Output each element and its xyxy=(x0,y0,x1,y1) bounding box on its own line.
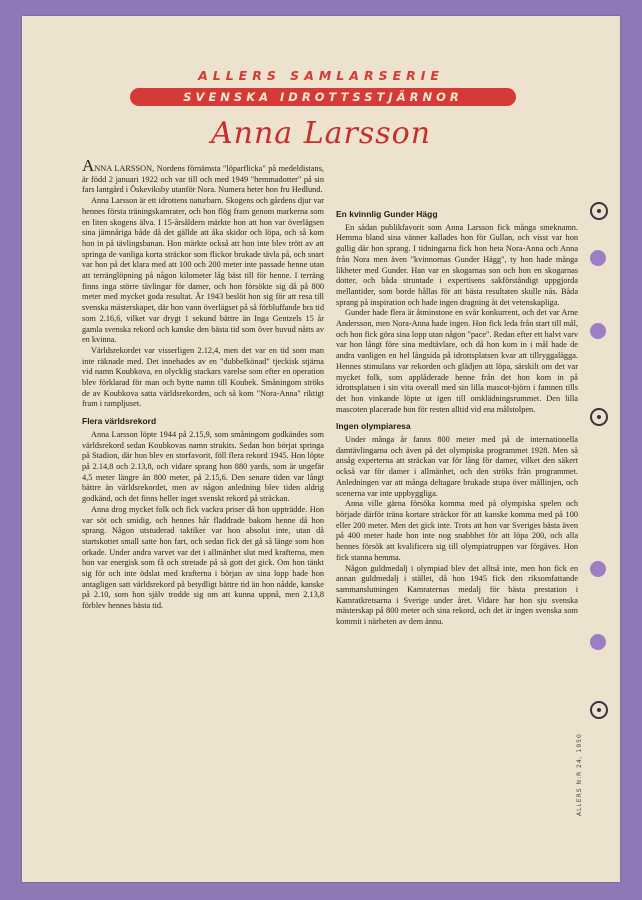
punch-hole-icon xyxy=(590,561,606,577)
section-heading: En kvinnlig Gunder Hägg xyxy=(336,209,438,219)
punch-hole-icon xyxy=(590,323,606,339)
binder-ring-icon xyxy=(590,701,608,719)
paragraph: Anna Larsson löpte 1944 på 2.15,9, som småningom godkändes som världsrekord sedan Koubkovas namn strukits. Sedan hon börjat springa på Stadion, där hon blev en storfavorit, föll flera rekord 1945. Hon löpte på 2.14,8 och 2.13,8, och vidare sprang hon 880 yards, som är ungefär 4,5 meter längre än 800 meter, på 2.15,6. Den senare tiden var långt bättre än världsrekordet, men av någon anledning blev tiden aldrig godkänd, och det finns heller inget svenskt rekord på sträckan. xyxy=(82,429,324,504)
punch-hole-icon xyxy=(590,250,606,266)
magazine-page xyxy=(22,16,620,882)
punch-hole-icon xyxy=(590,634,606,650)
section-heading: Ingen olympiaresa xyxy=(336,421,411,432)
paragraph: Anna drog mycket folk och fick vackra priser då hon uppträdde. Hon var söt och smidig, och hennes hår fladdrade bakom henne då hon sprang. Någon utstuderad taktiker var hon absolut inte, utan då startskottet small satte hon fart, och sedan fick det gå så länge som hon orkade. Under andra varvet var det i allmänhet slut med krafterna, men hon var energisk som få och stretade på så gott det gick. Om hon tänkt sig för och inte ödslat med krafterna i början av sina lopp hade hon antagligen satt världsrekord på betydligt bättre tid än hon nådde, kanske på 2.10, som hon själv trodde sig om att kunna uppnå, men 2.13,8 förblev hennes bästa tid. xyxy=(82,504,324,611)
paragraph: Gunder hade flera är åtminstone en svår konkurrent, och det var Arne Andersson, men Nora-Anna hade ingen. Hon fick leda från start till mål, och hon fick göra sina lopp utan någon "pace". Redan efter ett halvt varv var hon långt före sina medtävlare, och då hon kom in i mål hade de andra vanligen en hel långsida på idrottsplatsen kvar att tillryggalägga. Hennes stimulans var rekorden och glädjen att löpa, särskilt om det var mycket folk, som applåderade henne från det hon kom in på idrottsplatsen i sin vita overall med sin lilla mascot-björn i famnen tills det hon vinkande löpte ut igen till omklädningsrummet. Den lilla mascoten placerade hon för resten alltid vid ena målstolpen. xyxy=(336,308,578,414)
binder-ring-icon xyxy=(590,408,608,426)
series-banner: SVENSKA IDROTTSSTJÄRNOR xyxy=(130,88,516,106)
issue-label: ALLERS N:R 24, 1950 xyxy=(576,733,583,816)
paragraph: En sådan publikfavorit som Anna Larsson fick många smeknamn. Hemma bland sina vänner kallades hon för Gullan, och visst var hon gullig där hon sprang. I tidningarna fick hon heta Nora-Anna och Anna från Nora men även "kvinnornas Gunder Hägg", ty hon hade många likheter med Gunder. Han var en skogarnas son och hon en skogarnas dotter, och båda struntade i expertisens sakförståndigt uppgjorda mellantider, som borde hållas för att bästa resultaten skulle nås. Båda sprang på inspiration och hade ingen dragning åt det vetenskapliga. xyxy=(336,222,578,307)
paragraph: Under många år fanns 800 meter med på de internationella damtävlingarna och även på det olympiska programmet 1928. Men så ansåg experterna att sträckan var för lång för damer, vilket den säkert också var för damer i allmänhet, och den ströks från programmet. Anledningen var att många deltagare brukade stupa över mållinjen, och scenerna var inte uppbyggliga. xyxy=(336,435,578,498)
section-heading: Flera världsrekord xyxy=(82,416,157,427)
right-column xyxy=(336,161,578,628)
paragraph: Anna ville gärna försöka komma med på olympiska spelen och började därför träna kortare sträckor för att kanske komma med på 100 eller 200 meter. Men det gick inte. Trots att hon var Sveriges bästa även på 400 meter hade hon inte nog snabbhet för att löpa 200, och alla hennes försök att kvalificera sig till olympiatruppen var förgäves. Hon fick stanna hemma. xyxy=(336,499,578,562)
article-title: Anna Larsson xyxy=(210,116,432,151)
paragraph: Världsrekordet var visserligen 2.12,4, men det var en tid som man inte räknade med. Det innehades av en "dubbelkönad" tjeckisk stjärna vid namn Koubkova, en olycklig stackars varelse som efter en operation blev förklarad för man och bytte namn till Koubek. Småningom ströks de av Koubkova satta världsrekorden, och så kom "Nora-Anna" riktigt fram i rampljuset. xyxy=(82,345,324,409)
series-heading: ALLERS SAMLARSERIE xyxy=(198,68,444,83)
paragraph: Anna Larsson är ett idrottens naturbarn. Skogens och gårdens djur var hennes första träningskamrater, och hon flög fram genom markerna som en liten skogens älva. I 15-årsåldern märkte hon att hon var överlägsen sina jämnåriga både då det gällde att åka skidor och löpa, och så kom hon in på tävlingsbanan. Hon märkte också att hon inte blev trött av att springa de vanliga korta sträckor som flickor brukade tävla på, och snart var hon på det klara med att 100 och 200 meter inte passade henne utan att terränglöpning på någon kilometer låg bäst till för henne. I terräng finns inga större tävlingar för damer, och hon försökte sig då på 800 meter med mycket goda resultat. År 1943 beslöt hon sig för att resa till svenska mästerskapet, där hon vann överlägset på så förbluffande bra tid som 2.16,6, vilket var drygt 1 sekund bättre än Inga Gentzels 15 år gamla svenska rekord och kanske den bästa tid som över huvud nåtts av en kvinna. xyxy=(82,196,324,345)
paragraph: ANNA LARSSON, Nordens förnämsta "löparflicka" på medeldistans, är född 2 januari 1922 och var till och med 1949 "hemmadotter" på sin fars lantgård i Öskeviksby utanför Nora. Numera heter hon fru Hedlund. xyxy=(82,156,324,195)
paragraph: Någon guldmedalj i olympiad blev det alltså inte, men hon fick en annan guldmedalj i stället, då hon 1945 fick den riksomfattande sammanslutningen Kamraternas medalj för bästa prestation i Kamratkretsarna i Sverige under året. Vidare har hon sju svenska mästerskap på 800 meter och sina rekord, och det är ingen svenska som kommit i närheten av dem ännu. xyxy=(336,563,578,627)
binder-ring-icon xyxy=(590,202,608,220)
left-column xyxy=(82,156,324,612)
